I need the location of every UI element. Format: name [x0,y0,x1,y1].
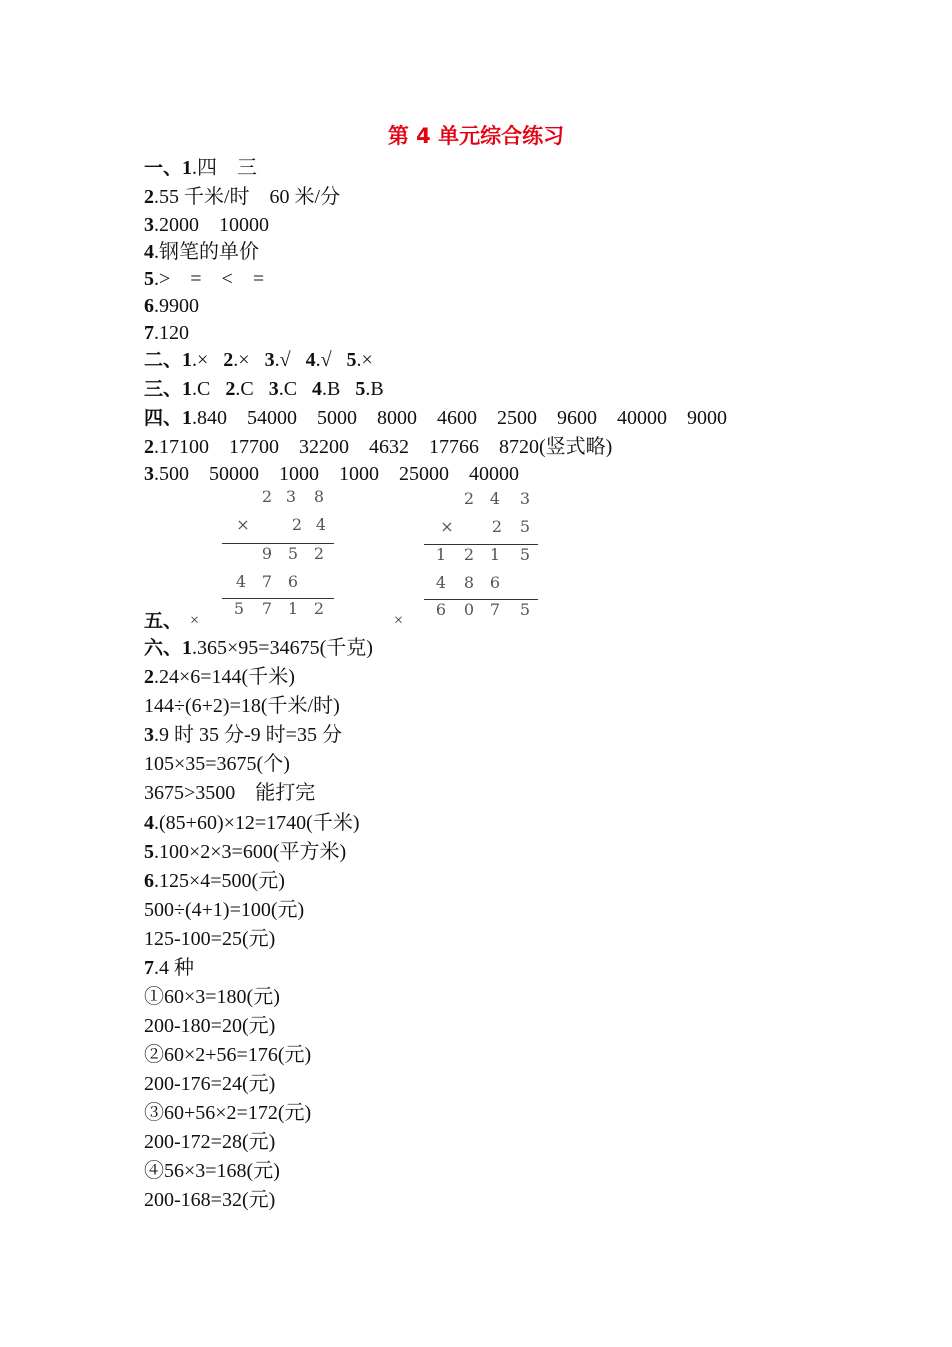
digit: 6 [287,572,299,591]
digit: 8 [463,573,475,592]
s6-line-10 [144,897,304,923]
answer-text: .24×6=144(千米) [154,666,295,688]
item-number: 4 [144,241,154,263]
digit: 5 [519,600,531,619]
s6-line-12 [144,955,194,981]
s1-line-2 [144,184,340,210]
answer-text: .C [278,378,298,400]
answer-text: 200-168=32(元) [144,1189,276,1211]
answer-text: 200-180=20(元) [144,1015,276,1037]
digit: 4 [235,572,247,591]
digit: 1 [435,545,447,564]
s4-line-3 [144,461,519,487]
digit: 2 [261,487,273,506]
multiply-sign: × [440,517,454,536]
s6-line-9 [144,868,285,894]
vertical-calc-2 [422,487,542,627]
item-number: 3 [144,724,154,746]
item-number: 3 [264,349,275,371]
answer-text: 200-172=28(元) [144,1131,276,1153]
answer-text: .9 时 35 分-9 时=35 分 [154,724,342,746]
item-number: 3 [268,378,279,400]
answer-text: .840 54000 5000 8000 4600 2500 9600 40000 9000 [192,407,728,429]
answer-text: .365×95=34675(千克) [192,637,373,659]
digit: 5 [233,599,245,618]
digit: 9 [261,544,273,563]
digit: 2 [313,544,325,563]
answer-text: .55 千米/时 60 米/分 [154,186,341,208]
s6-line-16 [144,1071,275,1097]
s6-line-4 [144,722,342,748]
item-number: 1 [182,349,193,371]
digit: 2 [463,489,475,508]
answer-text: .500 50000 1000 1000 25000 40000 [154,463,519,485]
digit: 6 [435,600,447,619]
s3-line [144,376,384,402]
section-label: 一、 [144,157,183,179]
answer-text: 500÷(4+1)=100(元) [144,899,305,921]
answer-text: ②60×2+56=176(元) [144,1044,312,1066]
digit: 4 [435,573,447,592]
item-number: 5 [355,378,366,400]
digit: 7 [261,599,273,618]
item-number: 3 [144,214,154,236]
s6-line-19 [144,1158,280,1184]
answer-text: ③60+56×2=172(元) [144,1102,312,1124]
s6-line-7 [144,810,359,836]
s1-line-6 [144,293,199,319]
digit: 2 [291,515,303,534]
item-number: 1 [182,378,193,400]
section-label: 六、 [144,637,183,659]
answer-text: 3675>3500 能打完 [144,782,316,804]
answer-text: .√ [315,349,332,371]
answer-text: .> = < = [154,268,265,290]
s5-line [144,608,182,634]
s4-line-2 [144,434,612,460]
answer-text: .4 种 [154,957,194,979]
s6-line-17 [144,1100,311,1126]
s1-line-4 [144,239,259,265]
digit: 4 [315,515,327,534]
answer-text: ①60×3=180(元) [144,986,280,1008]
item-number: 1 [182,407,193,429]
s2-line [144,347,373,373]
answer-text: .× [233,349,250,371]
item-number: 2 [225,378,236,400]
s6-line-20 [144,1187,275,1213]
section-label: 五、 [144,610,183,632]
item-number: 5 [144,841,154,863]
section-label: 二、 [144,349,183,371]
digit: 2 [463,545,475,564]
answer-text: .2000 10000 [154,214,269,236]
digit: 5 [287,544,299,563]
cross-mark-2: × [394,612,404,629]
item-number: 6 [144,870,154,892]
item-number: 2 [144,186,154,208]
item-number: 2 [144,666,154,688]
answer-text: .四 三 [192,157,258,179]
s6-line-15 [144,1042,311,1068]
digit: 5 [519,545,531,564]
s6-line-13 [144,984,280,1010]
digit: 4 [489,489,501,508]
answer-text: .C [235,378,254,400]
s1-line-1 [144,155,257,181]
item-number: 5 [346,349,357,371]
s6-line-3 [144,693,340,719]
answer-text: 105×35=3675(个) [144,753,290,775]
item-number: 1 [182,157,193,179]
answer-text: .120 [154,322,189,344]
answer-text: ④56×3=168(元) [144,1160,280,1182]
item-number: 2 [223,349,234,371]
multiply-sign: × [236,515,250,534]
s6-line-8 [144,839,346,865]
answer-text: .9900 [154,295,199,317]
digit: 7 [261,572,273,591]
s6-line-14 [144,1013,275,1039]
item-number: 6 [144,295,154,317]
digit: 1 [489,545,501,564]
item-number: 4 [312,378,323,400]
answer-text: 200-176=24(元) [144,1073,276,1095]
s6-line-2 [144,664,295,690]
digit: 5 [519,517,531,536]
answer-text: .125×4=500(元) [154,870,285,892]
s1-line-7 [144,320,189,346]
cross-mark-1: × [190,612,200,629]
page-title: 第 4 单元综合练习 [387,124,565,148]
answer-text: .× [192,349,209,371]
answer-text: .√ [274,349,291,371]
digit: 3 [285,487,297,506]
s6-line-1 [144,635,373,661]
s4-line-1 [144,405,727,431]
s1-line-3 [144,212,269,238]
answer-text: 144÷(6+2)=18(千米/时) [144,695,340,717]
answer-text: .100×2×3=600(平方米) [154,841,347,863]
answer-text: .(85+60)×12=1740(千米) [154,812,360,834]
digit: 2 [313,599,325,618]
s6-line-5 [144,751,290,777]
section-label: 四、 [144,407,183,429]
answer-text: .C [192,378,211,400]
item-number: 4 [144,812,154,834]
s6-line-18 [144,1129,275,1155]
answer-text: .× [356,349,373,371]
answer-text: .B [322,378,341,400]
vertical-calc-1 [220,487,340,627]
item-number: 2 [144,436,154,458]
digit: 3 [519,489,531,508]
answer-text: .B [365,378,384,400]
item-number: 5 [144,268,154,290]
item-number: 7 [144,322,154,344]
s6-line-6 [144,780,315,806]
answer-text: .17100 17700 32200 4632 17766 8720(竖式略) [154,436,613,458]
item-number: 1 [182,637,193,659]
digit: 6 [489,573,501,592]
digit: 1 [287,599,299,618]
digit: 2 [491,517,503,536]
s6-line-11 [144,926,275,952]
section-label: 三、 [144,378,183,400]
item-number: 4 [305,349,316,371]
answer-text: 125-100=25(元) [144,928,276,950]
answer-text: .钢笔的单价 [154,241,259,263]
item-number: 3 [144,463,154,485]
digit: 8 [313,487,325,506]
item-number: 7 [144,957,154,979]
digit: 7 [489,600,501,619]
s1-line-5 [144,266,264,292]
digit: 0 [463,600,475,619]
